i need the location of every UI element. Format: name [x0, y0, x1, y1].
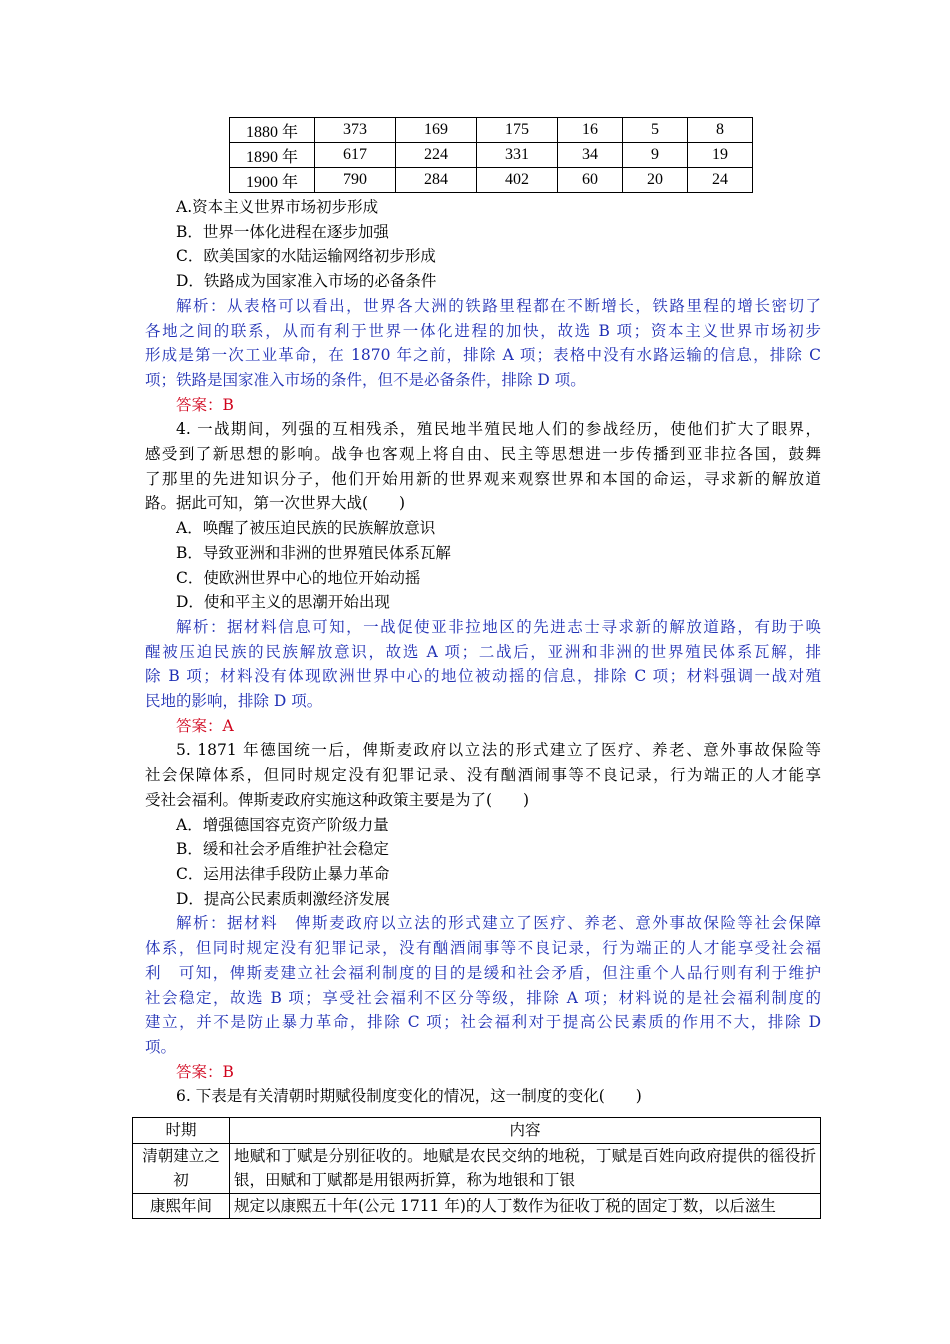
table-cell: 402	[477, 168, 558, 193]
table-cell: 1890 年	[230, 143, 315, 168]
table-cell: 19	[688, 143, 753, 168]
table-row	[230, 168, 753, 193]
answer-label: 答案：B	[176, 395, 234, 414]
option-d: D．铁路成为国家准入市场的必备条件	[176, 272, 437, 291]
table-cell: 20	[623, 168, 688, 193]
analysis-line: 项。	[145, 1037, 177, 1056]
answer-label: 答案：B	[176, 1062, 234, 1081]
table-cell: 617	[315, 143, 396, 168]
question-stem-line: 路。据此可知，第一次世界大战( )	[145, 494, 406, 513]
table-cell: 331	[477, 143, 558, 168]
period-cell: 康熙年间	[133, 1193, 230, 1219]
table-cell: 9	[623, 143, 688, 168]
table-header-row	[133, 1118, 821, 1144]
table-cell: 373	[315, 118, 396, 143]
option-c: C．欧美国家的水陆运输网络初步形成	[176, 247, 436, 266]
table-cell: 175	[477, 118, 558, 143]
question-stem-line: 社会保障体系，但同时规定没有犯罪记录、没有酗酒闹事等不良记录，行为端正的人才能享	[145, 766, 821, 785]
analysis-line: 建立，并不是防止暴力革命，排除 C 项；社会福利对于提高公民素质的作用不大，排除 D	[145, 1013, 821, 1032]
table-row	[230, 118, 753, 143]
option-b: B．导致亚洲和非洲的世界殖民体系瓦解	[176, 543, 451, 562]
option-d: D．提高公民素质刺激经济发展	[176, 889, 390, 908]
option-b: B．缓和社会矛盾维护社会稳定	[176, 840, 389, 859]
table-cell: 16	[558, 118, 623, 143]
option-d: D．使和平主义的思潮开始出现	[176, 593, 390, 612]
period-cell: 清朝建立之初	[133, 1143, 230, 1193]
option-b: B．世界一体化进程在逐步加强	[176, 222, 389, 241]
question-content	[145, 195, 821, 1109]
question-stem-line: 6. 下表是有关清朝时期赋役制度变化的情况，这一制度的变化( )	[176, 1087, 642, 1106]
question-stem-line: 受社会福利。俾斯麦政府实施这种政策主要是为了( )	[145, 790, 530, 809]
analysis-line: 各地之间的联系，从而有利于世界一体化进程的加快，故选 B 项；资本主义世界市场初步	[145, 321, 821, 340]
column-header: 时期	[133, 1118, 230, 1144]
analysis-line: 民地的影响，排除 D 项。	[145, 692, 323, 711]
table-cell: 790	[315, 168, 396, 193]
table-cell: 224	[396, 143, 477, 168]
question-stem-line: 了那里的先进知识分子，他们开始用新的世界观来观察世界和本国的命运，寻求新的解放道	[145, 469, 821, 488]
analysis-line: 体系，但同时规定没有犯罪记录，没有酗酒闹事等不良记录，行为端正的人才能享受社会福	[145, 939, 821, 958]
content-cell: 地赋和丁赋是分别征收的。地赋是农民交纳的地税，丁赋是百姓向政府提供的徭役折银，田赋和丁赋都是用银两折算，称为地银和丁银	[230, 1143, 821, 1193]
table-cell: 169	[396, 118, 477, 143]
table-cell: 8	[688, 118, 753, 143]
analysis-line: 除 B 项；材料没有体现欧洲世界中心的地位被动摇的信息，排除 C 项；材料强调一战对殖	[145, 667, 821, 686]
analysis-line: 解析：据材料信息可知，一战促使亚非拉地区的先进志士寻求新的解放道路，有助于唤	[176, 617, 821, 636]
table-cell: 1900 年	[230, 168, 315, 193]
question-stem-line: 5. 1871 年德国统一后，俾斯麦政府以立法的形式建立了医疗、养老、意外事故保险等	[176, 741, 821, 760]
option-a: A．增强德国容克资产阶级力量	[176, 815, 389, 834]
analysis-line: 利 可知，俾斯麦建立社会福利制度的目的是缓和社会矛盾，但注重个人品行则有利于维护	[145, 963, 821, 982]
table-cell: 5	[623, 118, 688, 143]
analysis-line: 项；铁路是国家准入市场的条件，但不是必备条件，排除 D 项。	[145, 370, 586, 389]
tax-system-table	[132, 1117, 821, 1219]
option-a: A.资本主义世界市场初步形成	[176, 198, 379, 216]
table-row	[133, 1193, 821, 1219]
table-row	[230, 143, 753, 168]
table-row	[133, 1143, 821, 1193]
table-cell: 24	[688, 168, 753, 193]
analysis-line: 醒被压迫民族的民族解放意识，故选 A 项；二战后，亚洲和非洲的世界殖民体系瓦解，排	[145, 642, 821, 661]
analysis-line: 解析：据材料 俾斯麦政府以立法的形式建立了医疗、养老、意外事故保险等社会保障	[176, 914, 821, 933]
table-cell: 34	[558, 143, 623, 168]
content-cell: 规定以康熙五十年(公元 1711 年)的人丁数作为征收丁税的固定丁数，以后滋生	[230, 1193, 821, 1219]
option-c: C．运用法律手段防止暴力革命	[176, 864, 390, 883]
answer-label: 答案：A	[176, 716, 234, 735]
analysis-line: 社会稳定，故选 B 项；享受社会福利不区分等级，排除 A 项；材料说的是社会福利制度的	[145, 988, 821, 1007]
question-stem-line: 感受到了新思想的影响。战争也客观上将自由、民主等思想进一步传播到亚非拉各国，鼓舞	[145, 445, 821, 464]
option-a: A．唤醒了被压迫民族的民族解放意识	[176, 519, 436, 538]
question-stem-line: 4. 一战期间，列强的互相残杀，殖民地半殖民地人们的参战经历，使他们扩大了眼界，	[176, 420, 821, 439]
table-cell: 284	[396, 168, 477, 193]
analysis-line: 形成是第一次工业革命，在 1870 年之前，排除 A 项；表格中没有水路运输的信息，排除 C	[145, 346, 821, 365]
column-header: 内容	[230, 1118, 821, 1144]
table-cell: 1880 年	[230, 118, 315, 143]
option-c: C．使欧洲世界中心的地位开始动摇	[176, 568, 421, 587]
railway-mileage-table	[229, 117, 753, 193]
analysis-line: 解析：从表格可以看出，世界各大洲的铁路里程都在不断增长，铁路里程的增长密切了	[176, 296, 821, 315]
table-cell: 60	[558, 168, 623, 193]
